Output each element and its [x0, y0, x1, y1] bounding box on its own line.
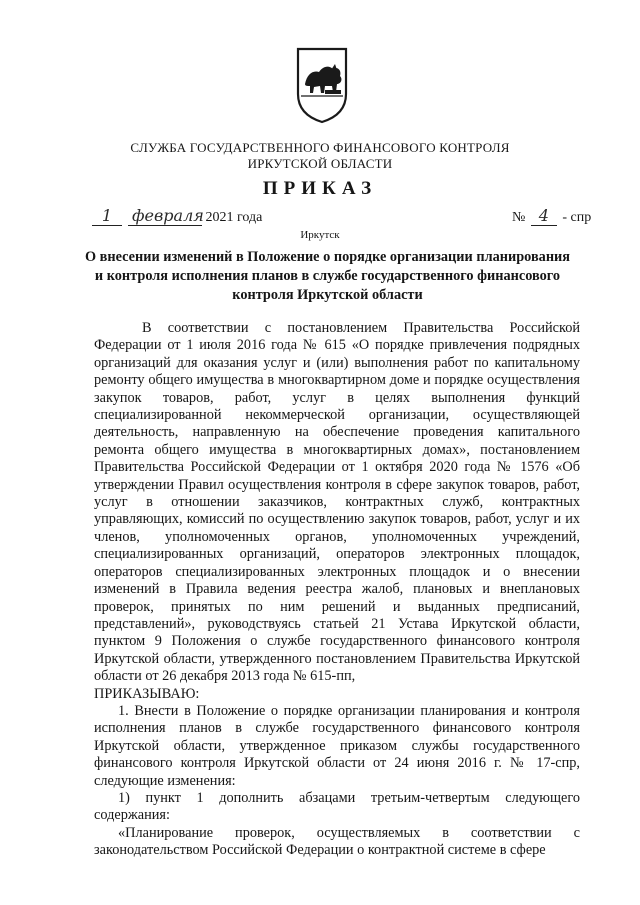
- date-day-handwritten: 1: [92, 206, 122, 226]
- item-1-paragraph: 1. Внести в Положение о порядке организации планирования и контроля исполнения планов в службе государственного финансового контроля Иркутской области, утвержденное приказом службы государственного финансового контроля Иркутской области от 24 июня 2016 г. № 17-спр, следующие изменения:: [94, 702, 580, 789]
- order-verb: ПРИКАЗЫВАЮ:: [94, 685, 200, 702]
- document-type-title: ПРИКАЗ: [262, 178, 378, 199]
- preamble-paragraph: В соответствии с постановлением Правительства Российской Федерации от 1 июля 2016 года № 615 «О порядке привлечения подрядных организаций для оказания услуг и (или) выполнения работ по капитальному ремонту общего имущества в многоквартирном доме и порядке осуществления закупок товаров, работ, услуг в целях выполнения функций специализированной некоммерческой организации, осуществляющей деятельность, направленную на обеспечение проведения капитального ремонта общего имущества в многоквартирных домах», постановлением Правительства Российской Федерации от 1 октября 2020 года № 1576 «Об утверждении Правил осуществления контроля в сфере закупок товаров, работ, услуг в отношении заказчиков, контрактных служб, контрактных управляющих, комиссий по осуществлению закупок товаров, работ, услуг и их членов, уполномоченных органов, уполномоченных учреждений, специализированных организаций, операторов электронных площадок, операторов специализированных электронных площадок и о внесении изменений в Правила ведения реестра жалоб, плановых и внеплановых проверок, принятых по ним решений и выданных предписаний, представлений», руководствуясь статьей 21 Устава Иркутской области, пунктом 9 Положения о службе государственного финансового контроля Иркутской области, утвержденного постановлением Правительства Иркутской области от 26 декабря 2013 года № 615-пп,: [94, 320, 580, 685]
- item-1-1-paragraph: 1) пункт 1 дополнить абзацами третьим-четвертым следующего содержания:: [94, 789, 580, 824]
- order-date: [92, 206, 262, 226]
- order-number: [512, 206, 591, 226]
- number-handwritten: 4: [531, 206, 557, 226]
- issue-city: Иркутск: [300, 229, 340, 241]
- number-suffix: - спр: [562, 210, 592, 225]
- coat-of-arms-emblem: [295, 46, 349, 124]
- date-month-handwritten: февраля: [128, 206, 202, 226]
- quoted-text-paragraph: «Планирование проверок, осуществляемых в соответствии с законодательством Российской Федерации о контрактной системе в сфере: [94, 824, 580, 859]
- number-prefix: №: [512, 210, 526, 225]
- date-year: 2021 года: [205, 210, 263, 225]
- organization-name-line-2: ИРКУТСКОЙ ОБЛАСТИ: [247, 156, 393, 171]
- order-subject: О внесении изменений в Положение о порядке организации планирования и контроля исполнения планов в службе государственного финансового контроля Иркутской области: [84, 249, 571, 303]
- organization-name-line-1: СЛУЖБА ГОСУДАРСТВЕННОГО ФИНАНСОВОГО КОНТРОЛЯ: [130, 140, 510, 155]
- document-body: [94, 320, 580, 860]
